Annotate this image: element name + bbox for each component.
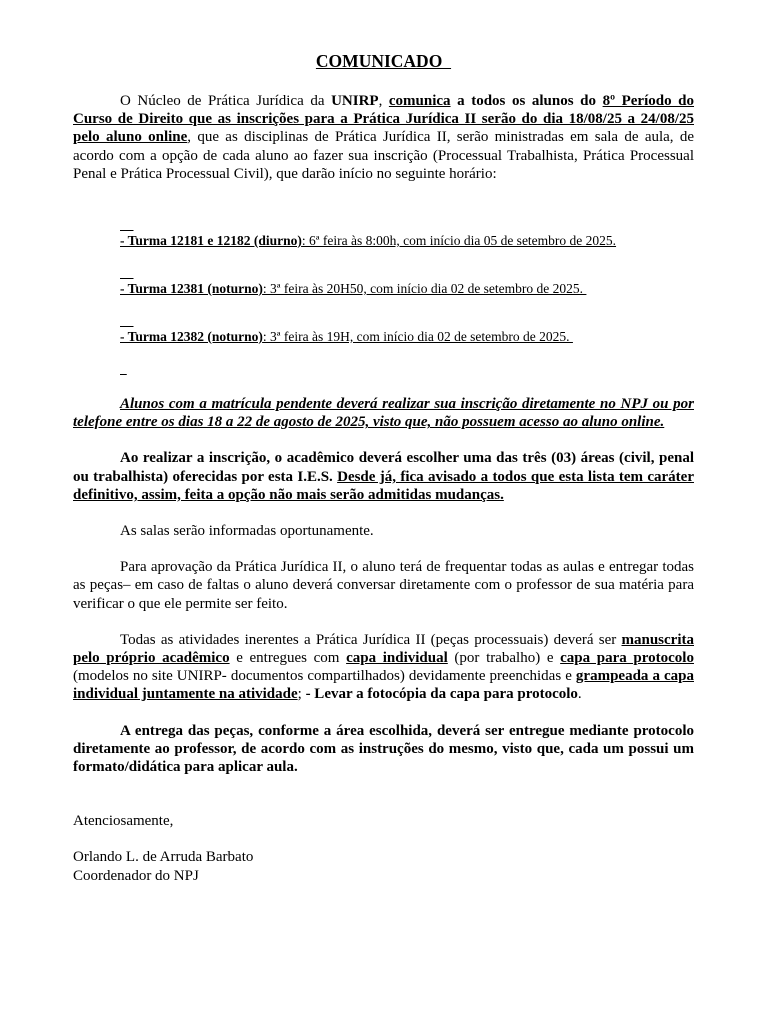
intro-comunica: comunica (388, 93, 451, 109)
document-page (73, 50, 694, 885)
schedule-info: : 3ª feira às 19H, com início dia 02 de setembro de 2025. (262, 329, 573, 345)
intro-text-4: , que as disciplinas de Prática Jurídica II, serão ministradas em sala de aula, de acordo com a opção de cada aluno ao fazer sua inscrição (Processual Trabalhista, Prática Processual Penal e Prática Processual Civil), que darão início no seguinte horário: (73, 129, 694, 182)
schedule-item (120, 281, 694, 297)
intro-unirp: UNIRP (331, 93, 379, 109)
activities-capa-individual: capa individual (346, 650, 448, 667)
paragraph-activities (73, 631, 694, 704)
paragraph-approval: Para aprovação da Prática Jurídica II, o aluno terá de frequentar todas as aulas e entregar todas as peças– em caso de faltas o aluno deverá conversar diretamente com o professor de sua matéria para verificar o que ele permite ser feito. (73, 559, 694, 612)
intro-text-2: , (378, 93, 389, 109)
schedule-turma: - Turma 12181 e 12182 (diurno) (120, 233, 302, 249)
document-title: COMUNICADO (315, 51, 452, 71)
schedule-item (120, 329, 694, 345)
schedule-item (120, 233, 694, 249)
closing-text: Atenciosamente, (73, 813, 174, 830)
activities-text-2: e entregues com (229, 650, 347, 667)
activities-grampeada: grampeada a capa individual juntamente na atividade (73, 668, 694, 703)
signer-name: Orlando L. de Arruda Barbato (73, 849, 254, 866)
paragraph-delivery: A entrega das peças, conforme a área escolhida, deverá ser entregue mediante protocolo diretamente ao professor, de acordo com as instruções do mesmo, visto que, cada um possui um formato/didática para aplicar aula. (73, 722, 694, 776)
activities-capa-protocolo: capa para protocolo (560, 650, 694, 667)
activities-fotocopia: - Levar a fotocópia da capa para protocolo (305, 686, 578, 703)
activities-text-5: ; (297, 686, 306, 703)
intro-text-3: a todos os alunos do (450, 93, 603, 109)
activities-manuscrita: manuscrita pelo próprio acadêmico (73, 631, 694, 667)
activities-text-6: . (577, 686, 582, 703)
signer-role: Coordenador do NPJ (73, 867, 199, 884)
intro-periodo: 8º Período do Curso de Direito que as inscrições para a Prática Jurídica II serão do dia 18/08/25 a 24/08/25 pelo aluno online (73, 93, 695, 146)
intro-text-1: O Núcleo de Prática Jurídica da (120, 93, 332, 109)
paragraph-rooms: As salas serão informadas oportunamente. (120, 523, 374, 540)
activities-text-3: (por trabalho) e (447, 650, 561, 667)
schedule-info: : 3ª feira às 20H50, com início dia 02 de setembro de 2025. (262, 281, 587, 297)
paragraph-intro (73, 92, 694, 183)
area-choice-text: Ao realizar a inscrição, o acadêmico deverá escolher uma das três (03) áreas (civil, penal ou trabalhista) oferecidas por esta I.E.S. (73, 450, 694, 485)
schedule-list (120, 201, 694, 377)
pending-enrollment-text: Alunos com a matrícula pendente deverá realizar sua inscrição diretamente no NPJ ou por telefone entre os dias 18 a 22 de agosto de 2025, visto que, não possuem acesso ao aluno online. (73, 396, 694, 431)
activities-text-1: Todas as atividades inerentes a Prática Jurídica II (peças processuais) deverá ser (120, 631, 622, 648)
schedule-turma: - Turma 12382 (noturno) (120, 329, 263, 345)
schedule-turma: - Turma 12381 (noturno) (120, 281, 263, 297)
paragraph-pending-enrollment (73, 395, 694, 431)
activities-text-4: (modelos no site UNIRP- documentos compartilhados) devidamente preenchidas e (73, 668, 576, 685)
area-choice-warning: Desde já, fica avisado a todos que esta lista tem caráter definitivo, assim, feita a opção não mais serão admitidas mudanças. (73, 468, 694, 503)
paragraph-area-choice (73, 449, 694, 504)
schedule-info: : 6ª feira às 8:00h, com início dia 05 de setembro de 2025. (301, 233, 617, 249)
